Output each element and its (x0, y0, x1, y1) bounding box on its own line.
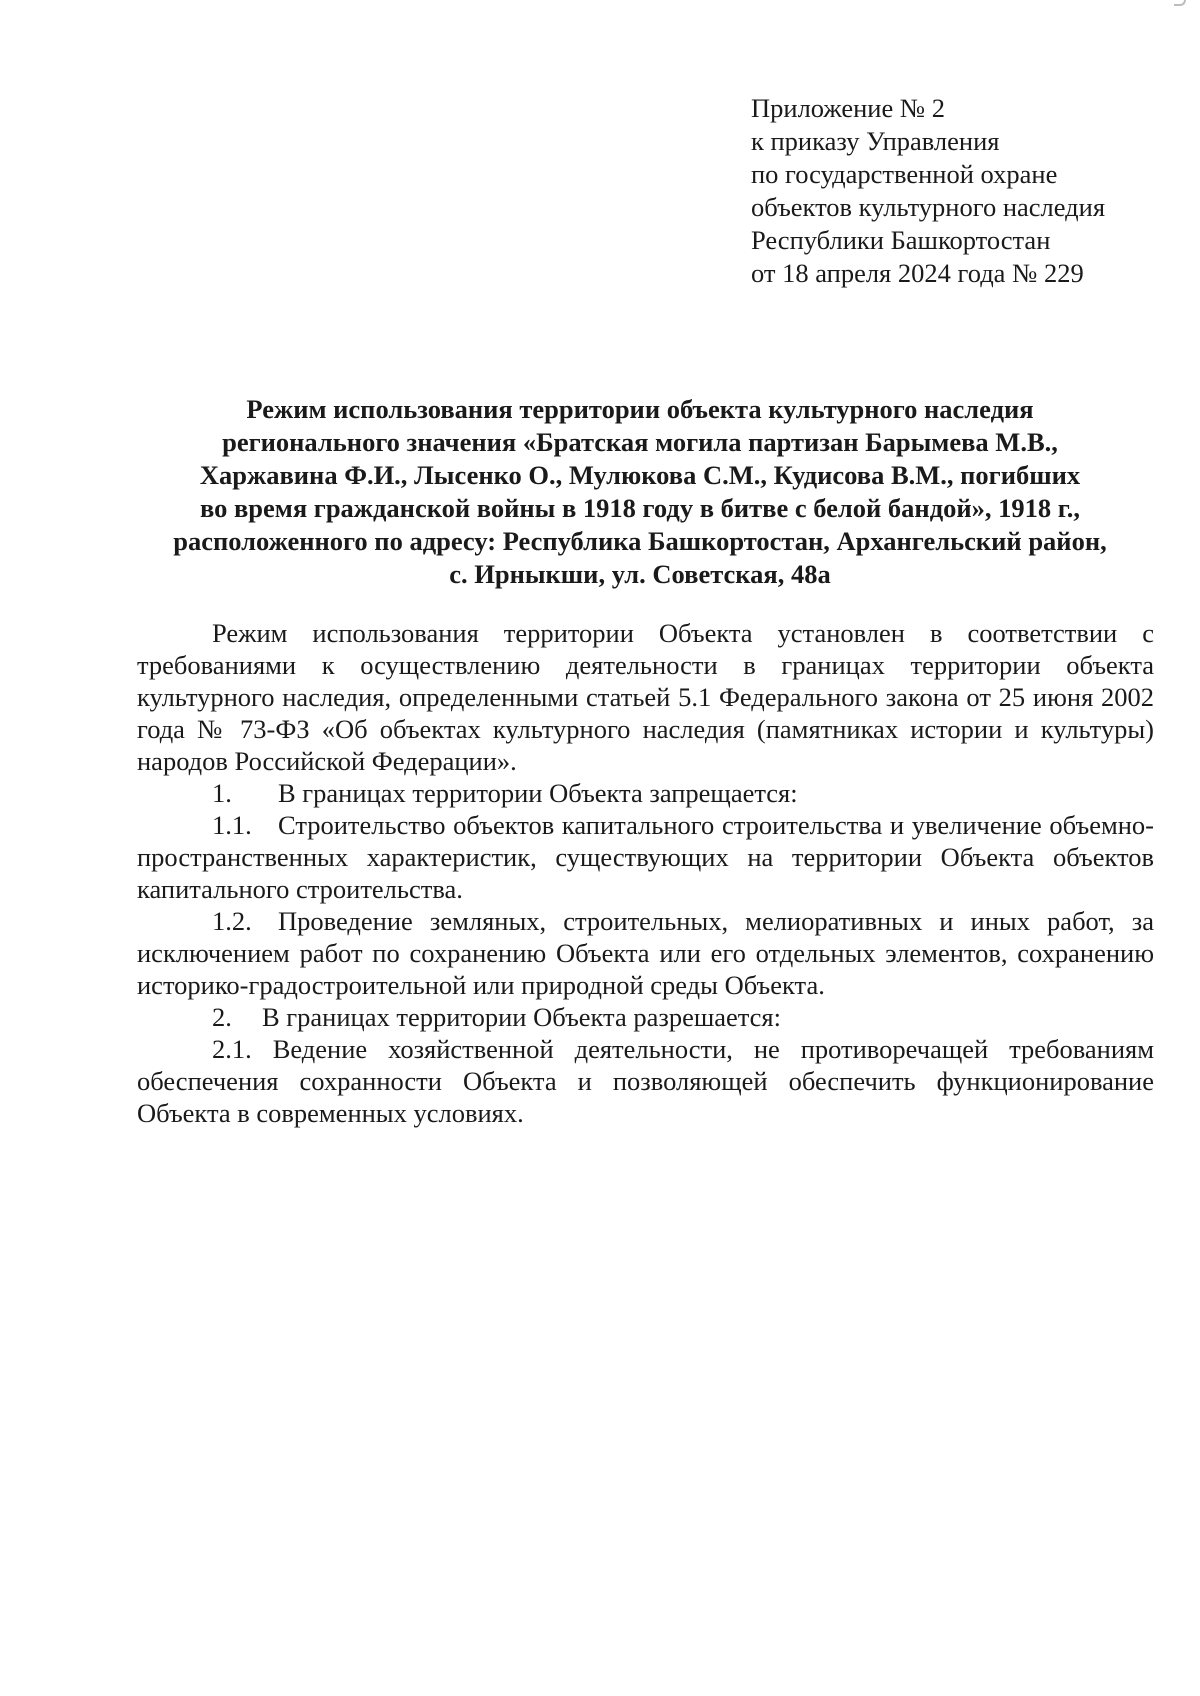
clause-text: Строительство объектов капитального строительства и увеличение объемно-пространственных характеристик, существующих на территории Объекта объектов капитального строительства. (137, 810, 1154, 904)
title-line: Харжавина Ф.И., Лысенко О., Мулюкова С.М., Кудисова В.М., погибших (199, 460, 1081, 490)
title-line: Режим использования территории объекта культурного наследия (246, 394, 1034, 424)
section-1-heading (137, 777, 1154, 809)
title-line: регионального значения «Братская могила партизан Барымева М.В., (222, 427, 1058, 457)
appendix-header (751, 92, 1171, 290)
appendix-line: Приложение № 2 (751, 93, 946, 123)
clause-text: Ведение хозяйственной деятельности, не противоречащей требованиям обеспечения сохранности Объекта и позволяющей обеспечить функционирование Объекта в современных условиях. (137, 1034, 1155, 1128)
title-line: расположенного по адресу: Республика Башкортостан, Архангельский район, (173, 526, 1107, 556)
section-text: В границах территории Объекта запрещается: (278, 778, 798, 808)
clause-1-1 (137, 809, 1154, 905)
clause-number: 2.1. (212, 1034, 252, 1064)
document-body (137, 617, 1154, 1129)
section-text: В границах территории Объекта разрешается: (262, 1002, 781, 1032)
section-2-heading (137, 1001, 1154, 1033)
clause-1-2 (137, 905, 1154, 1001)
title-line: во время гражданской войны в 1918 году в битве с белой бандой», 1918 г., (199, 493, 1081, 523)
intro-paragraph: Режим использования территории Объекта установлен в соответствии с требованиями к осуществлению деятельности в границах территории объекта культурного наследия, определенными статьей 5.1 Федерального закона от 25 июня 2002 года № 73-ФЗ «Об объектах культурного наследия (памятниках истории и культуры) народов Российской Федерации». (137, 618, 1154, 776)
appendix-line: от 18 апреля 2024 года № 229 (751, 258, 1084, 288)
appendix-line: к приказу Управления (751, 126, 1000, 156)
clause-text: Проведение земляных, строительных, мелиоративных и иных работ, за исключением работ по сохранению Объекта или его отдельных элементов, сохранению историко-градостроительной или природной среды Объекта. (137, 906, 1154, 1000)
clause-2-1 (137, 1033, 1154, 1129)
clause-number: 1.1. (212, 810, 252, 840)
clause-number: 1.2. (212, 906, 252, 936)
section-number: 2. (212, 1002, 232, 1032)
appendix-line: по государственной охране (751, 159, 1058, 189)
section-number: 1. (212, 778, 232, 808)
title-line: с. Ирныкши, ул. Советская, 48а (449, 559, 831, 589)
appendix-line: объектов культурного наследия (751, 192, 1106, 222)
document-title (130, 393, 1150, 591)
appendix-line: Республики Башкортостан (751, 225, 1051, 255)
scan-corner-mark (1174, 0, 1186, 6)
